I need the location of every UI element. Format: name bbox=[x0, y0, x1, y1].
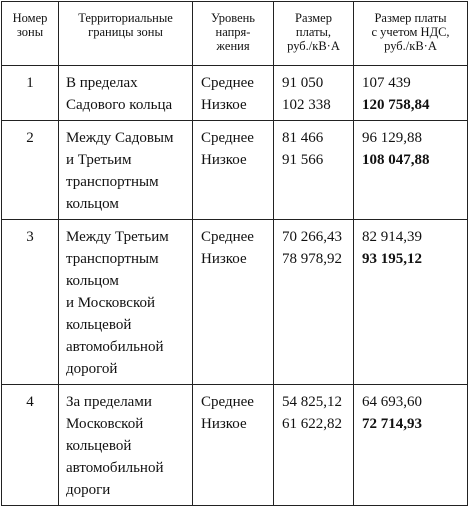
fee-value: 91 566 bbox=[282, 152, 324, 168]
voltage-level: Среднее bbox=[201, 229, 254, 245]
zone-number-cell: 1 bbox=[2, 66, 59, 121]
fee-vat-cell bbox=[354, 220, 468, 385]
fee-vat-value: 93 195,12 bbox=[362, 251, 422, 267]
fee-value: 54 825,12 bbox=[282, 394, 342, 410]
header-line: Номер bbox=[12, 11, 48, 25]
boundary-line: В пределах bbox=[66, 75, 138, 91]
header-boundaries bbox=[59, 2, 193, 66]
voltage-level: Среднее bbox=[201, 75, 254, 91]
boundary-line: и Московской bbox=[66, 295, 156, 311]
tariff-table-container bbox=[1, 1, 468, 506]
fee-cell bbox=[274, 385, 354, 506]
voltage-level: Низкое bbox=[201, 97, 247, 113]
header-line: Территориальные bbox=[78, 11, 173, 25]
boundary-line: и Третьим bbox=[66, 152, 132, 168]
header-fee bbox=[274, 2, 354, 66]
header-line: руб./кВ·А bbox=[384, 39, 437, 53]
header-line: напря- bbox=[215, 25, 251, 39]
header-line: жения bbox=[216, 39, 250, 53]
fee-vat-value: 120 758,84 bbox=[362, 97, 430, 113]
zone-number-cell: 3 bbox=[2, 220, 59, 385]
table-row bbox=[2, 121, 468, 220]
tariff-table bbox=[1, 1, 468, 506]
boundary-cell bbox=[59, 220, 193, 385]
fee-vat-value: 107 439 bbox=[362, 75, 411, 91]
fee-value: 70 266,43 bbox=[282, 229, 342, 245]
boundary-line: дорогой bbox=[66, 361, 118, 377]
header-line: границы зоны bbox=[88, 25, 163, 39]
fee-vat-value: 64 693,60 bbox=[362, 394, 422, 410]
header-line: зоны bbox=[16, 25, 44, 39]
header-line: руб./кВ·А bbox=[287, 39, 340, 53]
fee-vat-cell bbox=[354, 66, 468, 121]
voltage-cell bbox=[193, 121, 274, 220]
fee-value: 102 338 bbox=[282, 97, 331, 113]
voltage-level: Среднее bbox=[201, 394, 254, 410]
voltage-level: Среднее bbox=[201, 130, 254, 146]
boundary-line: кольцом bbox=[66, 273, 119, 289]
header-line: Размер платы bbox=[374, 11, 447, 25]
fee-cell bbox=[274, 220, 354, 385]
boundary-line: За пределами bbox=[66, 394, 152, 410]
header-line: платы, bbox=[295, 25, 332, 39]
boundary-line: Между Третьим bbox=[66, 229, 169, 245]
voltage-cell bbox=[193, 66, 274, 121]
table-row bbox=[2, 66, 468, 121]
boundary-line: Московской bbox=[66, 416, 144, 432]
header-line: Размер bbox=[295, 11, 332, 25]
boundary-cell bbox=[59, 66, 193, 121]
header-line: с учетом НДС, bbox=[371, 25, 450, 39]
voltage-cell bbox=[193, 220, 274, 385]
voltage-level: Низкое bbox=[201, 152, 247, 168]
fee-vat-cell bbox=[354, 385, 468, 506]
voltage-cell bbox=[193, 385, 274, 506]
boundary-line: транспортным bbox=[66, 174, 159, 190]
boundary-line: Садового кольца bbox=[66, 97, 173, 113]
fee-value: 78 978,92 bbox=[282, 251, 342, 267]
boundary-line: дороги bbox=[66, 482, 111, 498]
header-row bbox=[2, 2, 468, 66]
boundary-line: автомобильной bbox=[66, 339, 164, 355]
header-fee-vat bbox=[354, 2, 468, 66]
boundary-line: транспортным bbox=[66, 251, 159, 267]
fee-vat-cell bbox=[354, 121, 468, 220]
boundary-line: кольцевой bbox=[66, 317, 132, 333]
zone-number-cell: 2 bbox=[2, 121, 59, 220]
header-voltage bbox=[193, 2, 274, 66]
table-row bbox=[2, 385, 468, 506]
voltage-level: Низкое bbox=[201, 251, 247, 267]
fee-cell bbox=[274, 66, 354, 121]
fee-value: 81 466 bbox=[282, 130, 324, 146]
boundary-line: Между Садовым bbox=[66, 130, 174, 146]
boundary-cell bbox=[59, 385, 193, 506]
boundary-line: автомобильной bbox=[66, 460, 164, 476]
fee-vat-value: 72 714,93 bbox=[362, 416, 422, 432]
header-zone-number bbox=[2, 2, 59, 66]
fee-value: 61 622,82 bbox=[282, 416, 342, 432]
fee-value: 91 050 bbox=[282, 75, 324, 91]
fee-vat-value: 82 914,39 bbox=[362, 229, 422, 245]
header-line: Уровень bbox=[210, 11, 256, 25]
boundary-line: кольцом bbox=[66, 196, 119, 212]
boundary-cell bbox=[59, 121, 193, 220]
zone-number-cell: 4 bbox=[2, 385, 59, 506]
fee-vat-value: 96 129,88 bbox=[362, 130, 422, 146]
fee-cell bbox=[274, 121, 354, 220]
table-row bbox=[2, 220, 468, 385]
fee-vat-value: 108 047,88 bbox=[362, 152, 430, 168]
voltage-level: Низкое bbox=[201, 416, 247, 432]
boundary-line: кольцевой bbox=[66, 438, 132, 454]
